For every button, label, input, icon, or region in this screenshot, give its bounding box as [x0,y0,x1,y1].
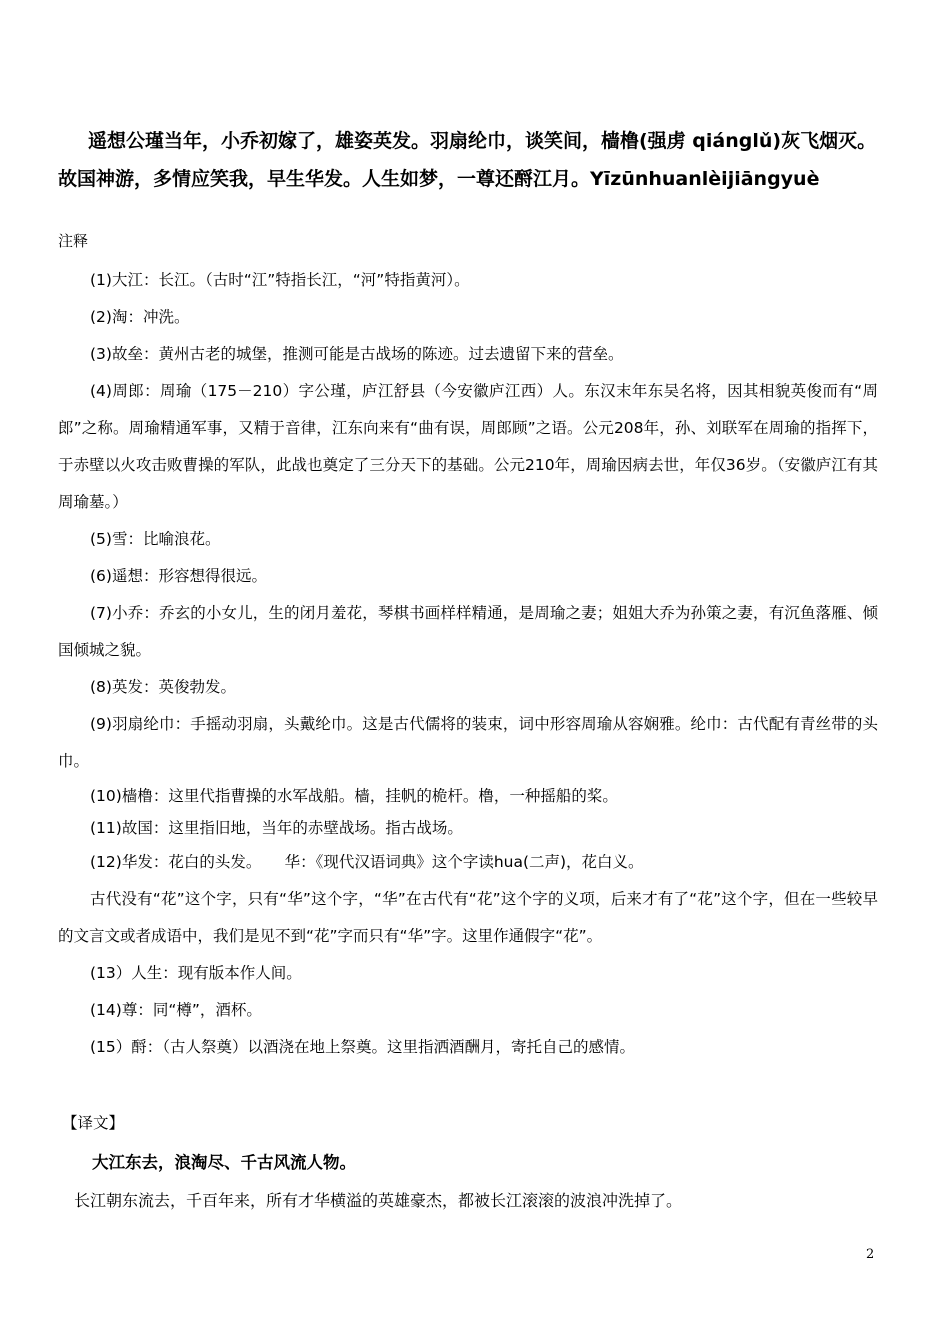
note-15: (15）酹：（古人祭奠）以酒浇在地上祭奠。这里指洒酒酬月，寄托自己的感情。 [90,1038,636,1056]
note-12-continued: 古代没有“花”这个字，只有“华”这个字，“华”在古代有“花”这个字的义项，后来才有了“花”这个字，但在一些较早的文言文或者成语中，我们是见不到“花”字而只有“华”字。这里作通假字“花”。 [58,890,878,945]
note-11: (11)故国：这里指旧地，当年的赤壁战场。指古战场。 [90,819,463,837]
note-9: (9)羽扇纶巾：手摇动羽扇，头戴纶巾。这是古代儒将的装束，词中形容周瑜从容娴雅。纶巾：古代配有青丝带的头巾。 [58,715,878,770]
translation-source-line: 大江东去，浪淘尽、千古风流人物。 [92,1153,356,1172]
note-7: (7)小乔：乔玄的小女儿，生的闭月羞花，琴棋书画样样精通，是周瑜之妻；姐姐大乔为孙策之妻，有沉鱼落雁、倾国倾城之貌。 [58,604,878,659]
note-8: (8)英发：英俊勃发。 [90,678,236,696]
note-2: (2)淘：冲洗。 [90,308,190,326]
notes-heading: 注释 [58,232,89,250]
translation-text: 长江朝东流去，千百年来，所有才华横溢的英雄豪杰，都被长江滚滚的波浪冲洗掉了。 [74,1191,683,1210]
translation-heading: 【译文】 [62,1114,125,1132]
page-number: 2 [866,1247,875,1262]
note-6: (6)遥想：形容想得很远。 [90,567,267,585]
notes-list [58,262,878,1066]
note-3: (3)故垒：黄州古老的城堡，推测可能是古战场的陈迹。过去遗留下来的营垒。 [90,345,624,363]
poem-line-1: 遥想公瑾当年，小乔初嫁了，雄姿英发。羽扇纶巾，谈笑间，樯橹(强虏 qiánglǔ)灰飞烟灭。 [88,130,877,152]
note-14: (14)尊：同“樽”，酒杯。 [90,1001,262,1019]
note-4: (4)周郎：周瑜（175－210）字公瑾，庐江舒县（今安徽庐江西）人。东汉末年东吴名将，因其相貌英俊而有“周郎”之称。周瑜精通军事，又精于音律，江东向来有“曲有误，周郎顾”之语。公元208年，孙、刘联军在周瑜的指挥下，于赤壁以火攻击败曹操的军队，此战也奠定了三分天下的基础。公元210年，周瑜因病去世，年仅36岁。（安徽庐江有其周瑜墓。） [58,382,878,511]
note-12: (12)华发：花白的头发。 华：《现代汉语词典》这个字读hua(二声)，花白义。 [90,853,644,871]
poem-excerpt [58,122,918,198]
note-10: (10)樯橹：这里代指曹操的水军战船。樯，挂帆的桅杆。橹，一种摇船的桨。 [90,787,618,805]
note-13: (13）人生：现有版本作人间。 [90,964,302,982]
note-5: (5)雪：比喻浪花。 [90,530,221,548]
poem-line-2: 故国神游，多情应笑我，早生华发。人生如梦，一尊还酹江月。Yīzūnhuanlèijiāngyuè [58,168,820,190]
note-1: (1)大江：长江。（古时“江”特指长江，“河”特指黄河）。 [90,271,470,289]
